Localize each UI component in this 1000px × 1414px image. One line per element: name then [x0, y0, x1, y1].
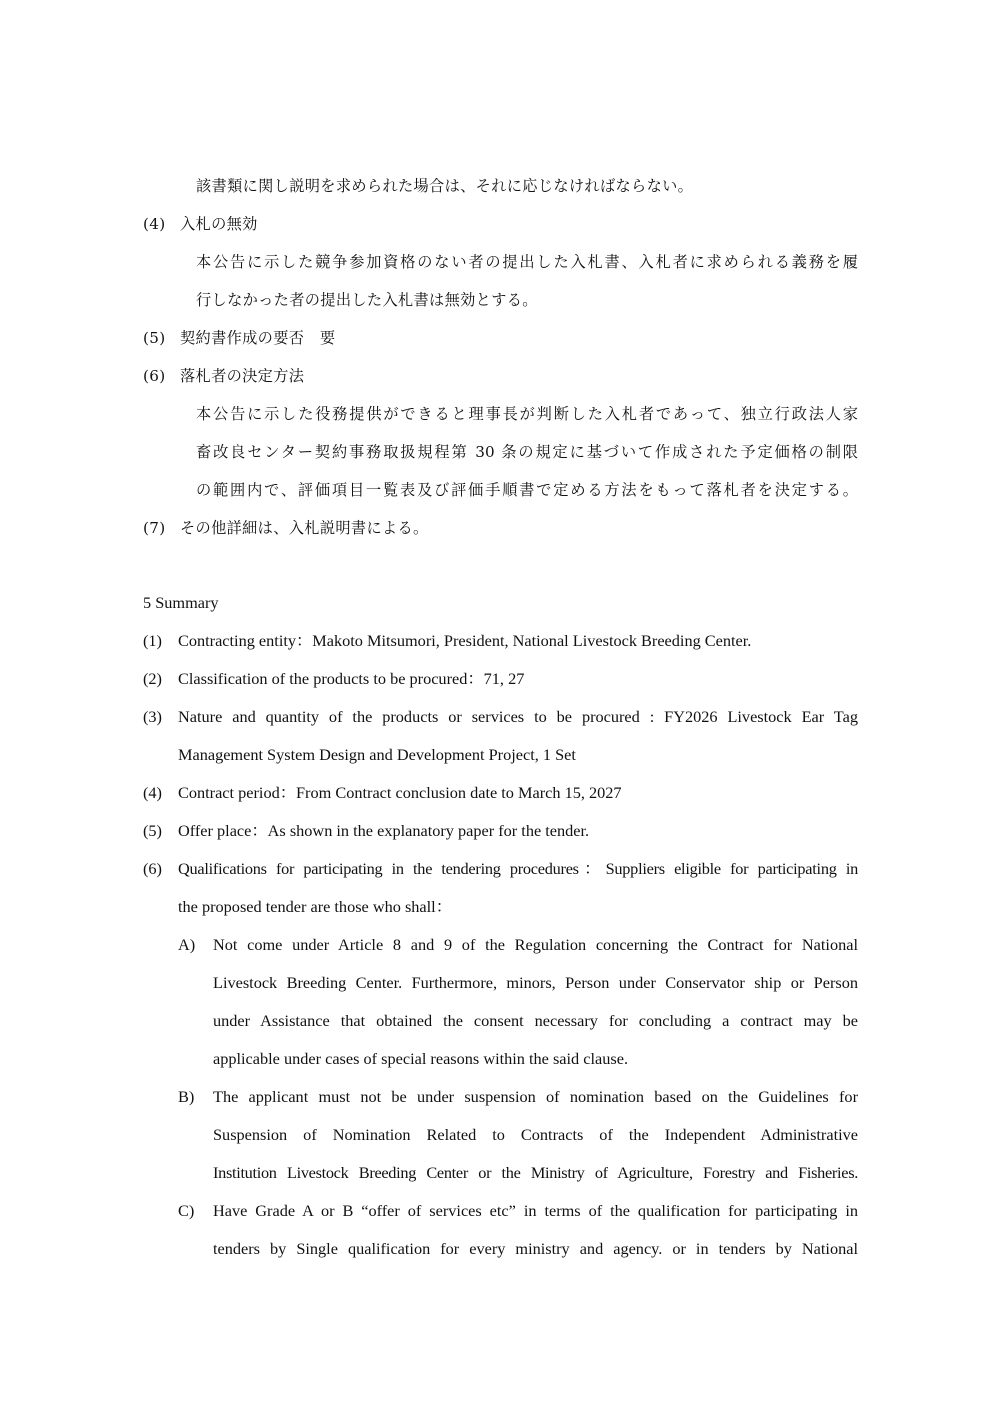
item-heading: 契約書作成の要否 要 [180, 329, 336, 347]
summary-item-number: (1) [143, 631, 162, 650]
item-number: (4) [143, 215, 166, 233]
summary-item-text: Contracting entity：Makoto Mitsumori, President, National Livestock Breeding Center. [178, 631, 752, 650]
item-number: (5) [143, 329, 166, 347]
sub-item-text: The applicant must not be under suspension of nomination based on the Guidelines for [213, 1087, 858, 1106]
sub-item-label: C) [178, 1201, 195, 1220]
sub-item-label: A) [178, 935, 196, 954]
summary-item-text: Qualifications for participating in the tendering procedures：Suppliers eligible for participating in [178, 859, 858, 878]
paragraph-line: の範囲内で、評価項目一覧表及び評価手順書で定める方法をもって落札者を決定する。 [196, 481, 858, 499]
summary-item-text: Offer place：As shown in the explanatory paper for the tender. [178, 821, 590, 840]
item-number: (7) [143, 519, 166, 537]
sub-item-text: Not come under Article 8 and 9 of the Regulation concerning the Contract for National [213, 935, 858, 954]
summary-item-text: Classification of the products to be procured：71, 27 [178, 669, 525, 688]
item-heading: 落札者の決定方法 [180, 367, 305, 385]
section-heading: 5 Summary [143, 593, 219, 612]
summary-item-text: Management System Design and Development Project, 1 Set [178, 745, 576, 764]
summary-item-number: (5) [143, 821, 162, 840]
item-heading: 入札の無効 [180, 215, 258, 233]
item-heading: その他詳細は、入札説明書による。 [180, 519, 429, 537]
summary-item-number: (4) [143, 783, 162, 802]
sub-item-text: tenders by Single qualification for every ministry and agency. or in tenders by National [213, 1239, 858, 1258]
item-number: (6) [143, 367, 166, 385]
summary-item-text: Contract period：From Contract conclusion date to March 15, 2027 [178, 783, 622, 802]
summary-item-number: (3) [143, 707, 162, 726]
sub-item-text: Have Grade A or B “offer of services etc” in terms of the qualification for participating in [213, 1201, 858, 1220]
sub-item-text: applicable under cases of special reasons within the said clause. [213, 1049, 629, 1068]
continued-paragraph-line: 該書類に関し説明を求められた場合は、それに応じなければならない。 [196, 177, 694, 195]
summary-item-text: Nature and quantity of the products or services to be procured : FY2026 Livestock Ear Tag [178, 707, 858, 726]
summary-item-number: (2) [143, 669, 162, 688]
paragraph-line: 行しなかった者の提出した入札書は無効とする。 [196, 291, 538, 309]
summary-item-number: (6) [143, 859, 162, 878]
paragraph-line: 本公告に示した競争参加資格のない者の提出した入札書、入札者に求められる義務を履 [196, 253, 858, 271]
sub-item-label: B) [178, 1087, 195, 1106]
sub-item-text: Suspension of Nomination Related to Contracts of the Independent Administrative [213, 1125, 858, 1144]
summary-item-text: the proposed tender are those who shall： [178, 897, 452, 916]
sub-item-text: under Assistance that obtained the consent necessary for concluding a contract may be [213, 1011, 858, 1030]
paragraph-line: 畜改良センター契約事務取扱規程第 30 条の規定に基づいて作成された予定価格の制限 [196, 443, 858, 461]
sub-item-text: Livestock Breeding Center. Furthermore, minors, Person under Conservator ship or Person [213, 973, 858, 992]
paragraph-line: 本公告に示した役務提供ができると理事長が判断した入札者であって、独立行政法人家 [196, 405, 858, 423]
sub-item-text: Institution Livestock Breeding Center or the Ministry of Agriculture, Forestry and Fisheries. [213, 1163, 858, 1182]
